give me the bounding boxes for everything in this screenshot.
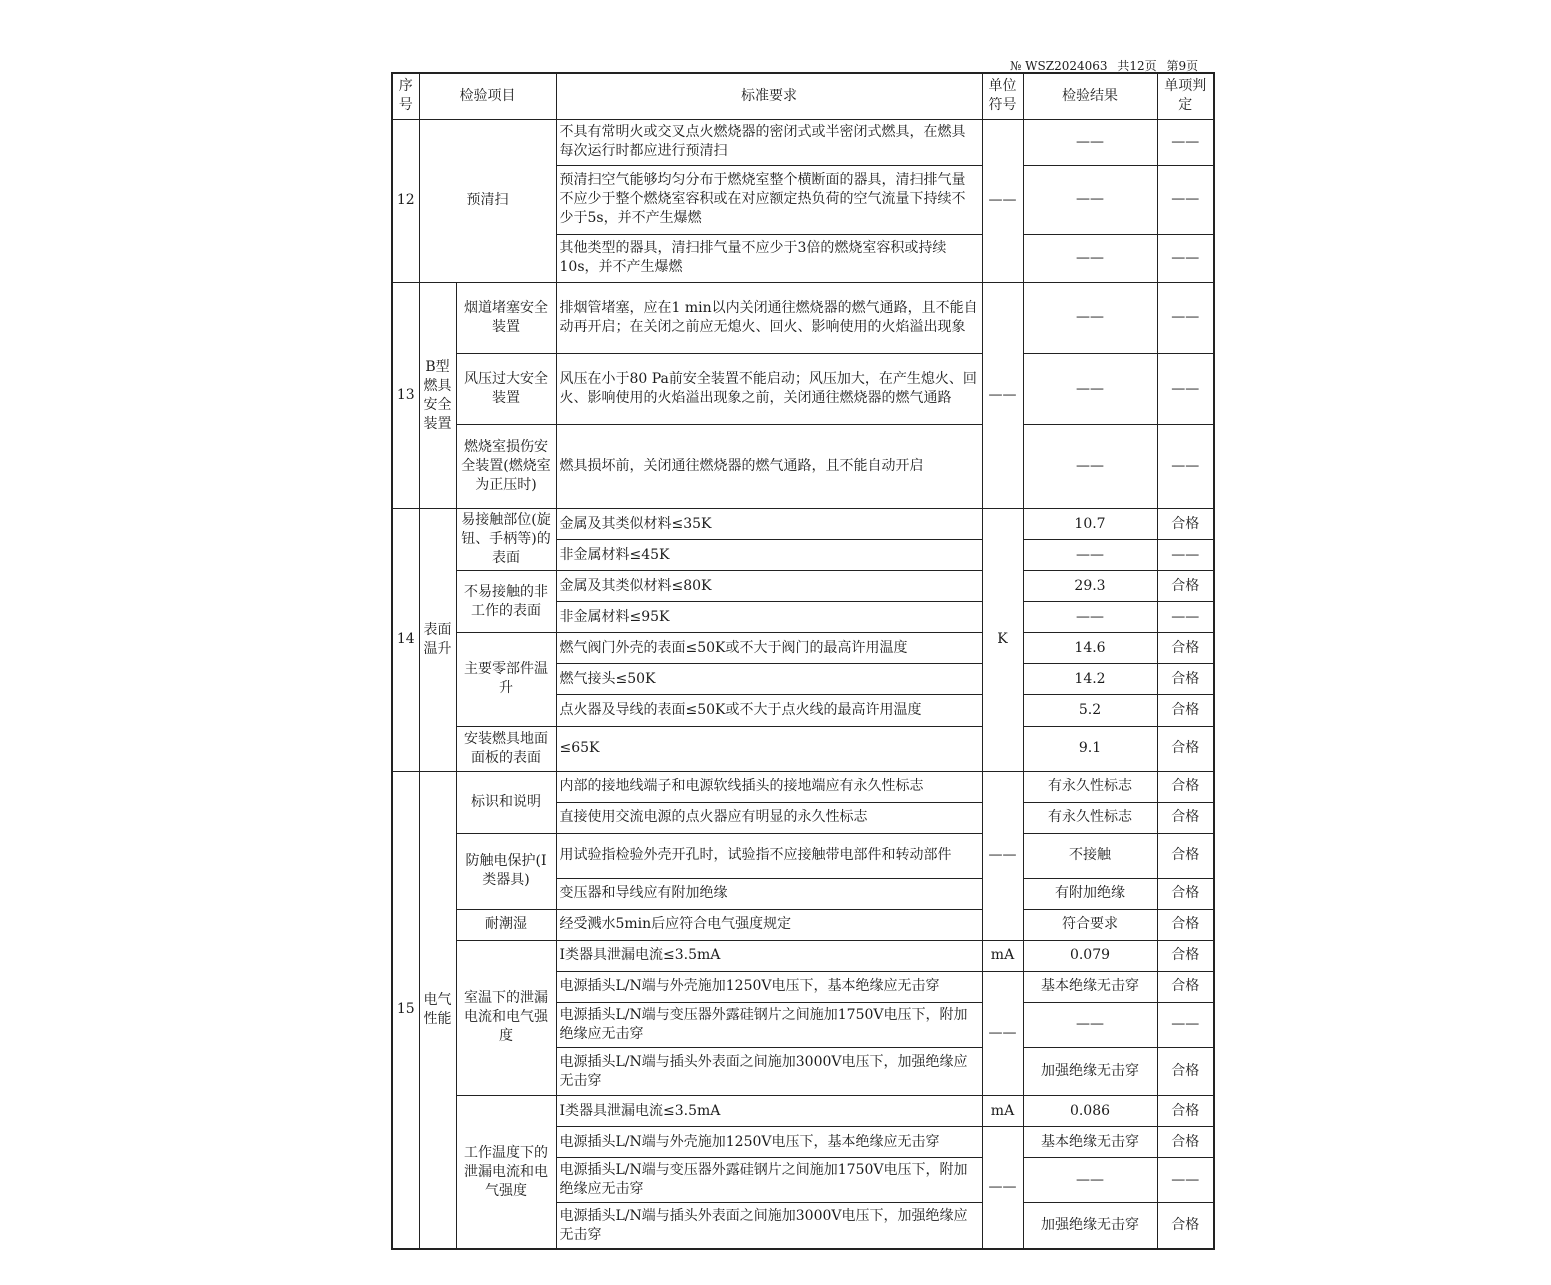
result-cell: —— — [1023, 282, 1157, 353]
judgement-cell: 合格 — [1157, 940, 1214, 971]
unit-cell: mA — [982, 940, 1023, 971]
requirement-cell: ≤65K — [556, 726, 982, 771]
subitem-cell: 标识和说明 — [456, 771, 556, 833]
col-seq: 序号 — [392, 73, 419, 119]
requirement-cell: 经受溅水5min后应符合电气强度规定 — [556, 909, 982, 940]
result-cell: —— — [1023, 1158, 1157, 1203]
requirement-cell: 非金属材料≤45K — [556, 540, 982, 571]
seq-cell: 14 — [392, 509, 419, 771]
judgement-cell: 合格 — [1157, 1048, 1214, 1096]
result-cell: 有永久性标志 — [1023, 802, 1157, 833]
judgement-cell: 合格 — [1157, 833, 1214, 878]
requirement-cell: 燃具损坏前，关闭通往燃烧器的燃气通路，且不能自动开启 — [556, 425, 982, 509]
item-cell: 电气性能 — [419, 771, 456, 1249]
table-row — [392, 353, 1214, 424]
inspection-table — [391, 72, 1215, 1250]
requirement-cell: 内部的接地线端子和电源软线插头的接地端应有永久性标志 — [556, 771, 982, 802]
seq-cell: 12 — [392, 119, 419, 282]
judgement-cell: 合格 — [1157, 664, 1214, 695]
requirement-cell: 金属及其类似材料≤35K — [556, 509, 982, 540]
result-cell: 基本绝缘无击穿 — [1023, 971, 1157, 1002]
requirement-cell: 变压器和导线应有附加绝缘 — [556, 878, 982, 909]
table-row — [392, 571, 1214, 602]
result-cell: 加强绝缘无击穿 — [1023, 1048, 1157, 1096]
subitem-cell: 安装燃具地面面板的表面 — [456, 726, 556, 771]
table-row — [392, 771, 1214, 802]
unit-cell: —— — [982, 282, 1023, 508]
result-cell: —— — [1023, 540, 1157, 571]
result-cell: 14.6 — [1023, 633, 1157, 664]
requirement-cell: 点火器及导线的表面≤50K或不大于点火线的最高许用温度 — [556, 695, 982, 726]
requirement-cell: 非金属材料≤95K — [556, 602, 982, 633]
table-row — [392, 425, 1214, 509]
subitem-cell: 耐潮湿 — [456, 909, 556, 940]
subitem-cell: 不易接触的非工作的表面 — [456, 571, 556, 633]
unit-cell: K — [982, 509, 1023, 771]
judgement-cell: —— — [1157, 602, 1214, 633]
table-header-row — [392, 73, 1214, 119]
result-cell: —— — [1023, 425, 1157, 509]
requirement-cell: 电源插头L/N端与外壳施加1250V电压下，基本绝缘应无击穿 — [556, 971, 982, 1002]
judgement-cell: —— — [1157, 425, 1214, 509]
result-cell: 有附加绝缘 — [1023, 878, 1157, 909]
subitem-cell: 风压过大安全装置 — [456, 353, 556, 424]
subitem-cell: 工作温度下的泄漏电流和电气强度 — [456, 1096, 556, 1249]
col-item: 检验项目 — [419, 73, 556, 119]
requirement-cell: 燃气接头≤50K — [556, 664, 982, 695]
unit-cell: —— — [982, 119, 1023, 282]
requirement-cell: 其他类型的器具，清扫排气量不应少于3倍的燃烧室容积或持续10s，并不产生爆燃 — [556, 234, 982, 282]
table-row — [392, 726, 1214, 771]
item-cell: B型燃具安全装置 — [419, 282, 456, 508]
table-row — [392, 940, 1214, 971]
table-row — [392, 1096, 1214, 1127]
subitem-cell: 室温下的泄漏电流和电气强度 — [456, 940, 556, 1095]
judgement-cell: 合格 — [1157, 1127, 1214, 1158]
result-cell: —— — [1023, 1002, 1157, 1047]
requirement-cell: 电源插头L/N端与外壳施加1250V电压下，基本绝缘应无击穿 — [556, 1127, 982, 1158]
judgement-cell: 合格 — [1157, 695, 1214, 726]
result-cell: 5.2 — [1023, 695, 1157, 726]
table-row — [392, 909, 1214, 940]
result-cell: 不接触 — [1023, 833, 1157, 878]
col-requirement: 标准要求 — [556, 73, 982, 119]
result-cell: —— — [1023, 165, 1157, 234]
result-cell: 符合要求 — [1023, 909, 1157, 940]
result-cell: 0.086 — [1023, 1096, 1157, 1127]
unit-cell: —— — [982, 1127, 1023, 1249]
requirement-cell: 燃气阀门外壳的表面≤50K或不大于阀门的最高许用温度 — [556, 633, 982, 664]
judgement-cell: 合格 — [1157, 971, 1214, 1002]
requirement-cell: 电源插头L/N端与变压器外露硅钢片之间施加1750V电压下，附加绝缘应无击穿 — [556, 1158, 982, 1203]
judgement-cell: 合格 — [1157, 1096, 1214, 1127]
subitem-cell: 燃烧室损伤安全装置(燃烧室为正压时) — [456, 425, 556, 509]
judgement-cell: 合格 — [1157, 571, 1214, 602]
judgement-cell: —— — [1157, 540, 1214, 571]
result-cell: 10.7 — [1023, 509, 1157, 540]
col-judgement: 单项判定 — [1157, 73, 1214, 119]
requirement-cell: 风压在小于80 Pa前安全装置不能启动；风压加大，在产生熄火、回火、影响使用的火焰溢出现象之前，关闭通往燃烧器的燃气通路 — [556, 353, 982, 424]
table-row — [392, 633, 1214, 664]
requirement-cell: 排烟管堵塞，应在1 min以内关闭通往燃烧器的燃气通路，且不能自动再开启；在关闭之前应无熄火、回火、影响使用的火焰溢出现象 — [556, 282, 982, 353]
report-number: № WSZ2024063 — [1010, 59, 1108, 73]
result-cell: 9.1 — [1023, 726, 1157, 771]
judgement-cell: 合格 — [1157, 878, 1214, 909]
seq-cell: 13 — [392, 282, 419, 508]
requirement-cell: Ⅰ类器具泄漏电流≤3.5mA — [556, 940, 982, 971]
result-cell: —— — [1023, 119, 1157, 165]
subitem-cell: 烟道堵塞安全装置 — [456, 282, 556, 353]
item-cell: 表面温升 — [419, 509, 456, 771]
requirement-cell: 预清扫空气能够均匀分布于燃烧室整个横断面的器具，清扫排气量不应少于整个燃烧室容积或在对应额定热负荷的空气流量下持续不少于5s，并不产生爆燃 — [556, 165, 982, 234]
requirement-cell: 金属及其类似材料≤80K — [556, 571, 982, 602]
page-number: 第9页 — [1166, 59, 1199, 73]
judgement-cell: —— — [1157, 282, 1214, 353]
judgement-cell: —— — [1157, 353, 1214, 424]
requirement-cell: 直接使用交流电源的点火器应有明显的永久性标志 — [556, 802, 982, 833]
page-total: 共12页 — [1117, 59, 1157, 73]
judgement-cell: —— — [1157, 1002, 1214, 1047]
table-row — [392, 833, 1214, 878]
result-cell: —— — [1023, 353, 1157, 424]
result-cell: —— — [1023, 234, 1157, 282]
judgement-cell: —— — [1157, 234, 1214, 282]
judgement-cell: 合格 — [1157, 1203, 1214, 1249]
subitem-cell: 主要零部件温升 — [456, 633, 556, 726]
result-cell: 加强绝缘无击穿 — [1023, 1203, 1157, 1249]
result-cell: 14.2 — [1023, 664, 1157, 695]
requirement-cell: 电源插头L/N端与变压器外露硅钢片之间施加1750V电压下，附加绝缘应无击穿 — [556, 1002, 982, 1047]
seq-cell: 15 — [392, 771, 419, 1249]
subitem-cell: 防触电保护(Ⅰ类器具) — [456, 833, 556, 909]
judgement-cell: 合格 — [1157, 633, 1214, 664]
table-row — [392, 509, 1214, 540]
judgement-cell: 合格 — [1157, 509, 1214, 540]
requirement-cell: Ⅰ类器具泄漏电流≤3.5mA — [556, 1096, 982, 1127]
judgement-cell: —— — [1157, 1158, 1214, 1203]
unit-cell: —— — [982, 771, 1023, 940]
judgement-cell: —— — [1157, 119, 1214, 165]
col-result: 检验结果 — [1023, 73, 1157, 119]
requirement-cell: 用试验指检验外壳开孔时，试验指不应接触带电部件和转动部件 — [556, 833, 982, 878]
requirement-cell: 电源插头L/N端与插头外表面之间施加3000V电压下，加强绝缘应无击穿 — [556, 1048, 982, 1096]
judgement-cell: 合格 — [1157, 802, 1214, 833]
result-cell: 基本绝缘无击穿 — [1023, 1127, 1157, 1158]
judgement-cell: 合格 — [1157, 771, 1214, 802]
table-row — [392, 282, 1214, 353]
result-cell: 29.3 — [1023, 571, 1157, 602]
result-cell: 0.079 — [1023, 940, 1157, 971]
judgement-cell: 合格 — [1157, 909, 1214, 940]
judgement-cell: 合格 — [1157, 726, 1214, 771]
requirement-cell: 不具有常明火或交叉点火燃烧器的密闭式或半密闭式燃具，在燃具每次运行时都应进行预清扫 — [556, 119, 982, 165]
subitem-cell: 易接触部位(旋钮、手柄等)的表面 — [456, 509, 556, 571]
item-cell: 预清扫 — [419, 119, 556, 282]
unit-cell: mA — [982, 1096, 1023, 1127]
unit-cell: —— — [982, 971, 1023, 1095]
result-cell: —— — [1023, 602, 1157, 633]
requirement-cell: 电源插头L/N端与插头外表面之间施加3000V电压下，加强绝缘应无击穿 — [556, 1203, 982, 1249]
result-cell: 有永久性标志 — [1023, 771, 1157, 802]
judgement-cell: —— — [1157, 165, 1214, 234]
col-unit: 单位符号 — [982, 73, 1023, 119]
table-row — [392, 119, 1214, 165]
